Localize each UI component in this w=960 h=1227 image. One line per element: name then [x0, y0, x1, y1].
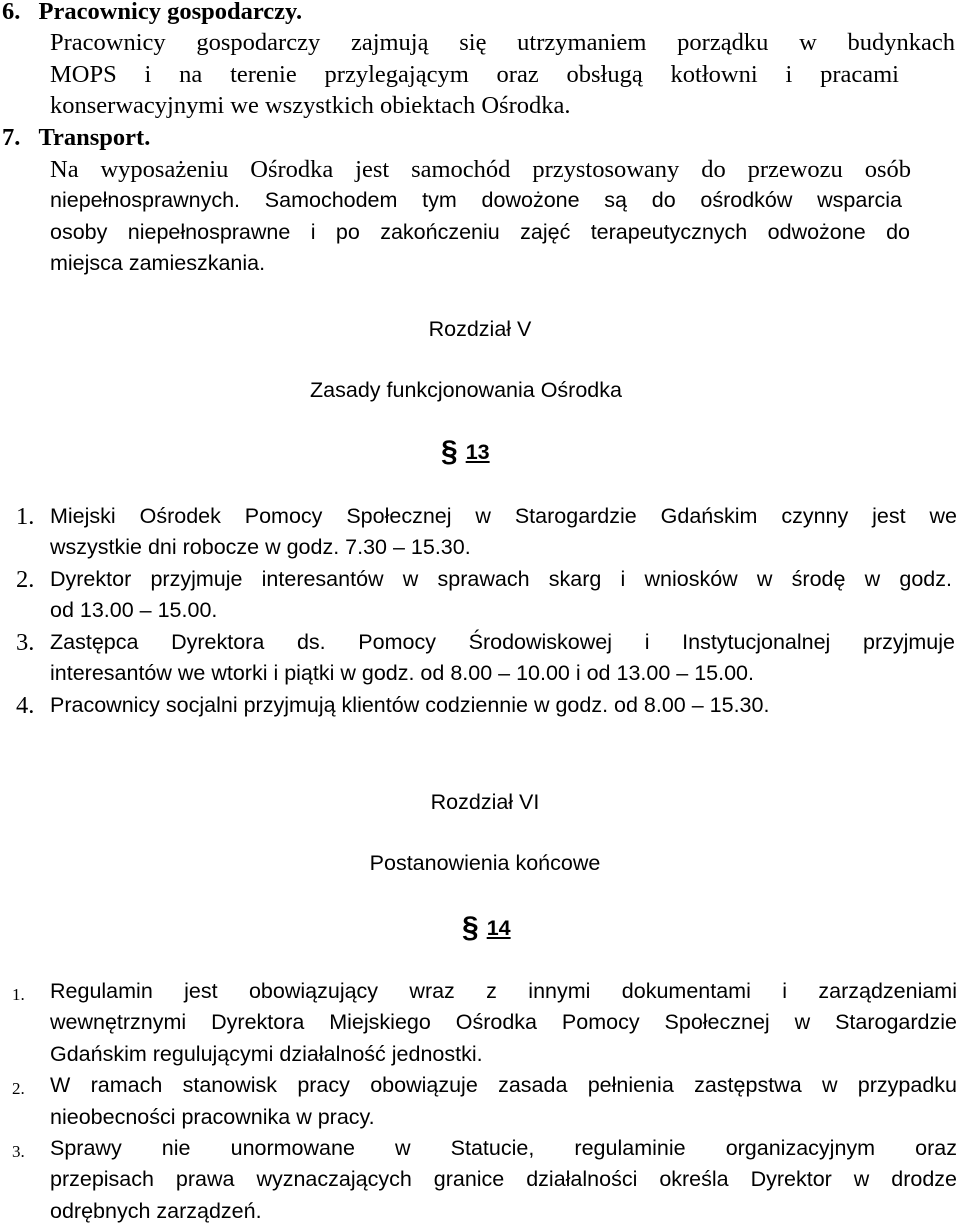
- s14-item-2-line-1: W ramach stanowisk pracy obowiązuje zasada pełnienia zastępstwa w przypadku: [50, 1073, 957, 1097]
- section-13-number: 13: [465, 440, 490, 464]
- s13-item-4-number: 4.: [16, 692, 35, 719]
- item-7-line-4: miejsca zamieszkania.: [50, 251, 266, 275]
- item-6-line-2: MOPS i na terenie przylegającym oraz obsługą kotłowni i pracami: [50, 61, 899, 88]
- s13-item-2-line-1: Dyrektor przyjmuje interesantów w sprawach skarg i wniosków w środę w godz.: [50, 567, 952, 591]
- chapter-6-title: Rozdział VI: [430, 790, 540, 814]
- section-14-number: 14: [486, 916, 511, 940]
- section-sign-icon: §: [441, 435, 458, 468]
- item-6-line-1: Pracownicy gospodarczy zajmują się utrzymaniem porządku w budynkach: [50, 29, 955, 56]
- chapter-5-subtitle: Zasady funkcjonowania Ośrodka: [310, 378, 622, 402]
- s13-item-1-line-2: wszystkie dni robocze w godz. 7.30 – 15.30.: [50, 535, 471, 559]
- item-7-heading-text: Transport.: [38, 124, 151, 151]
- s13-item-3-line-2: interesantów we wtorki i piątki w godz. od 8.00 – 10.00 i od 13.00 – 15.00.: [50, 661, 754, 685]
- s14-item-2-number: 2.: [12, 1079, 25, 1098]
- s13-item-2-line-2: od 13.00 – 15.00.: [50, 598, 218, 622]
- section-13-heading: [441, 436, 490, 468]
- item-6-heading-text: Pracownicy gospodarczy.: [38, 0, 303, 25]
- item-7-line-2: niepełnosprawnych. Samochodem tym dowożone są do ośrodków wsparcia: [50, 188, 902, 212]
- s14-item-3-line-1: Sprawy nie unormowane w Statucie, regulaminie organizacyjnym oraz: [50, 1136, 957, 1160]
- s13-item-1-number: 1.: [16, 503, 35, 530]
- item-6-number: 6.: [2, 0, 21, 25]
- s13-item-2-number: 2.: [16, 566, 35, 593]
- item-6-heading: [2, 0, 302, 27]
- s13-item-1-line-1: Miejski Ośrodek Pomocy Społecznej w Starogardzie Gdańskim czynny jest we: [50, 504, 957, 528]
- s14-item-1-line-3: Gdańskim regulującymi działalność jednostki.: [50, 1042, 483, 1066]
- s14-item-1-line-2: wewnętrznymi Dyrektora Miejskiego Ośrodka Pomocy Społecznej w Starogardzie: [50, 1010, 957, 1034]
- item-7-number: 7.: [2, 124, 21, 151]
- s14-item-3-number: 3.: [12, 1142, 25, 1161]
- s13-item-3-line-1: Zastępca Dyrektora ds. Pomocy Środowiskowej i Instytucjonalnej przyjmuje: [50, 630, 955, 654]
- item-6-line-3: konserwacyjnymi we wszystkich obiektach Ośrodka.: [50, 92, 571, 119]
- s14-item-3-line-3: odrębnych zarządzeń.: [50, 1199, 262, 1223]
- section-14-heading: [462, 912, 511, 944]
- s14-item-1-number: 1.: [12, 985, 25, 1004]
- s13-item-3-number: 3.: [16, 629, 35, 656]
- s14-item-3-line-2: przepisach prawa wyznaczających granice działalności określa Dyrektor w drodze: [50, 1167, 957, 1191]
- s14-item-1-line-1: Regulamin jest obowiązujący wraz z innymi dokumentami i zarządzeniami: [50, 979, 957, 1003]
- s14-item-2-line-2: nieobecności pracownika w pracy.: [50, 1105, 375, 1129]
- section-sign-icon: §: [462, 911, 479, 944]
- chapter-5-title: Rozdział V: [428, 317, 532, 341]
- item-7-line-3: osoby niepełnosprawne i po zakończeniu zajęć terapeutycznych odwożone do: [50, 220, 910, 244]
- s13-item-4-line-1: Pracownicy socjalni przyjmują klientów codziennie w godz. od 8.00 – 15.30.: [50, 693, 770, 717]
- item-7-line-1: Na wyposażeniu Ośrodka jest samochód przystosowany do przewozu osób: [50, 156, 911, 183]
- item-7-heading: [2, 122, 150, 153]
- chapter-6-subtitle: Postanowienia końcowe: [369, 851, 601, 875]
